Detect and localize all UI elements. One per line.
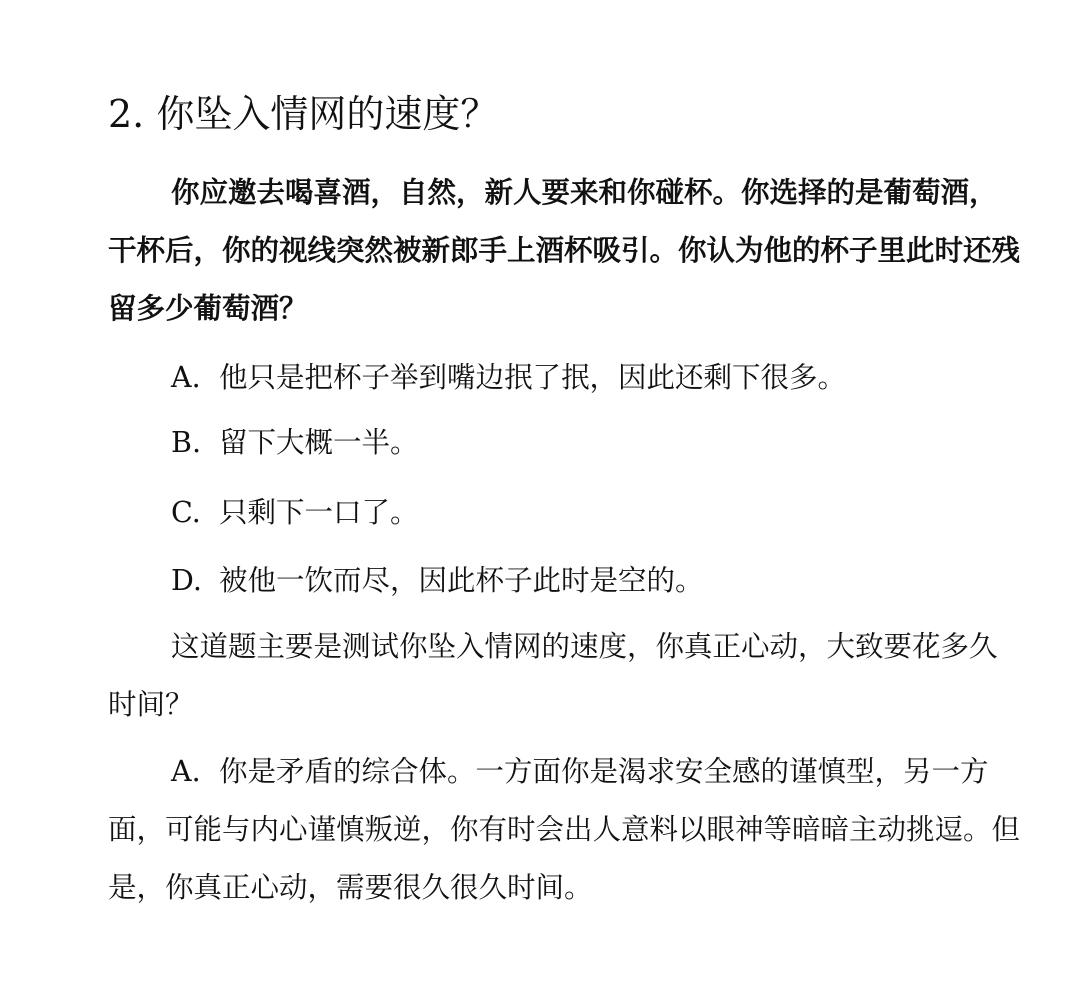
option-b-letter: B.	[171, 426, 202, 459]
option-d-text: 被他一饮而尽，因此杯子此时是空的。	[219, 564, 704, 597]
option-a-letter: A.	[171, 361, 201, 394]
option-b-text: 留下大概一半。	[219, 426, 419, 459]
option-a	[171, 349, 846, 407]
option-a-text: 他只是把杯子举到嘴边抿了抿，因此还剩下很多。	[219, 361, 847, 394]
option-b	[171, 414, 419, 472]
answer-a-letter: A.	[171, 755, 201, 788]
explanation-intro: 这道题主要是测试你坠入情网的速度，你真正心动，大致要花多久时间？	[108, 630, 998, 721]
option-c	[171, 484, 419, 542]
option-c-text: 只剩下一口了。	[219, 496, 419, 529]
answer-a-text: 你是矛盾的综合体。一方面你是渴求安全感的谨慎型，另一方面，可能与内心谨慎叛逆，你有时会出人意料以眼神等暗暗主动挑逗。但是，你真正心动，需要很久很久时间。	[108, 755, 1021, 904]
option-d-letter: D.	[171, 564, 202, 597]
option-d	[171, 552, 704, 610]
option-c-letter: C.	[171, 496, 201, 529]
question-text: 你应邀去喝喜酒，自然，新人要来和你碰杯。你选择的是葡萄酒，干杯后，你的视线突然被新郎手上酒杯吸引。你认为他的杯子里此时还残留多少葡萄酒？	[108, 175, 1021, 325]
section-heading: 2. 你坠入情网的速度？	[108, 92, 499, 136]
answer-a	[108, 743, 1024, 917]
